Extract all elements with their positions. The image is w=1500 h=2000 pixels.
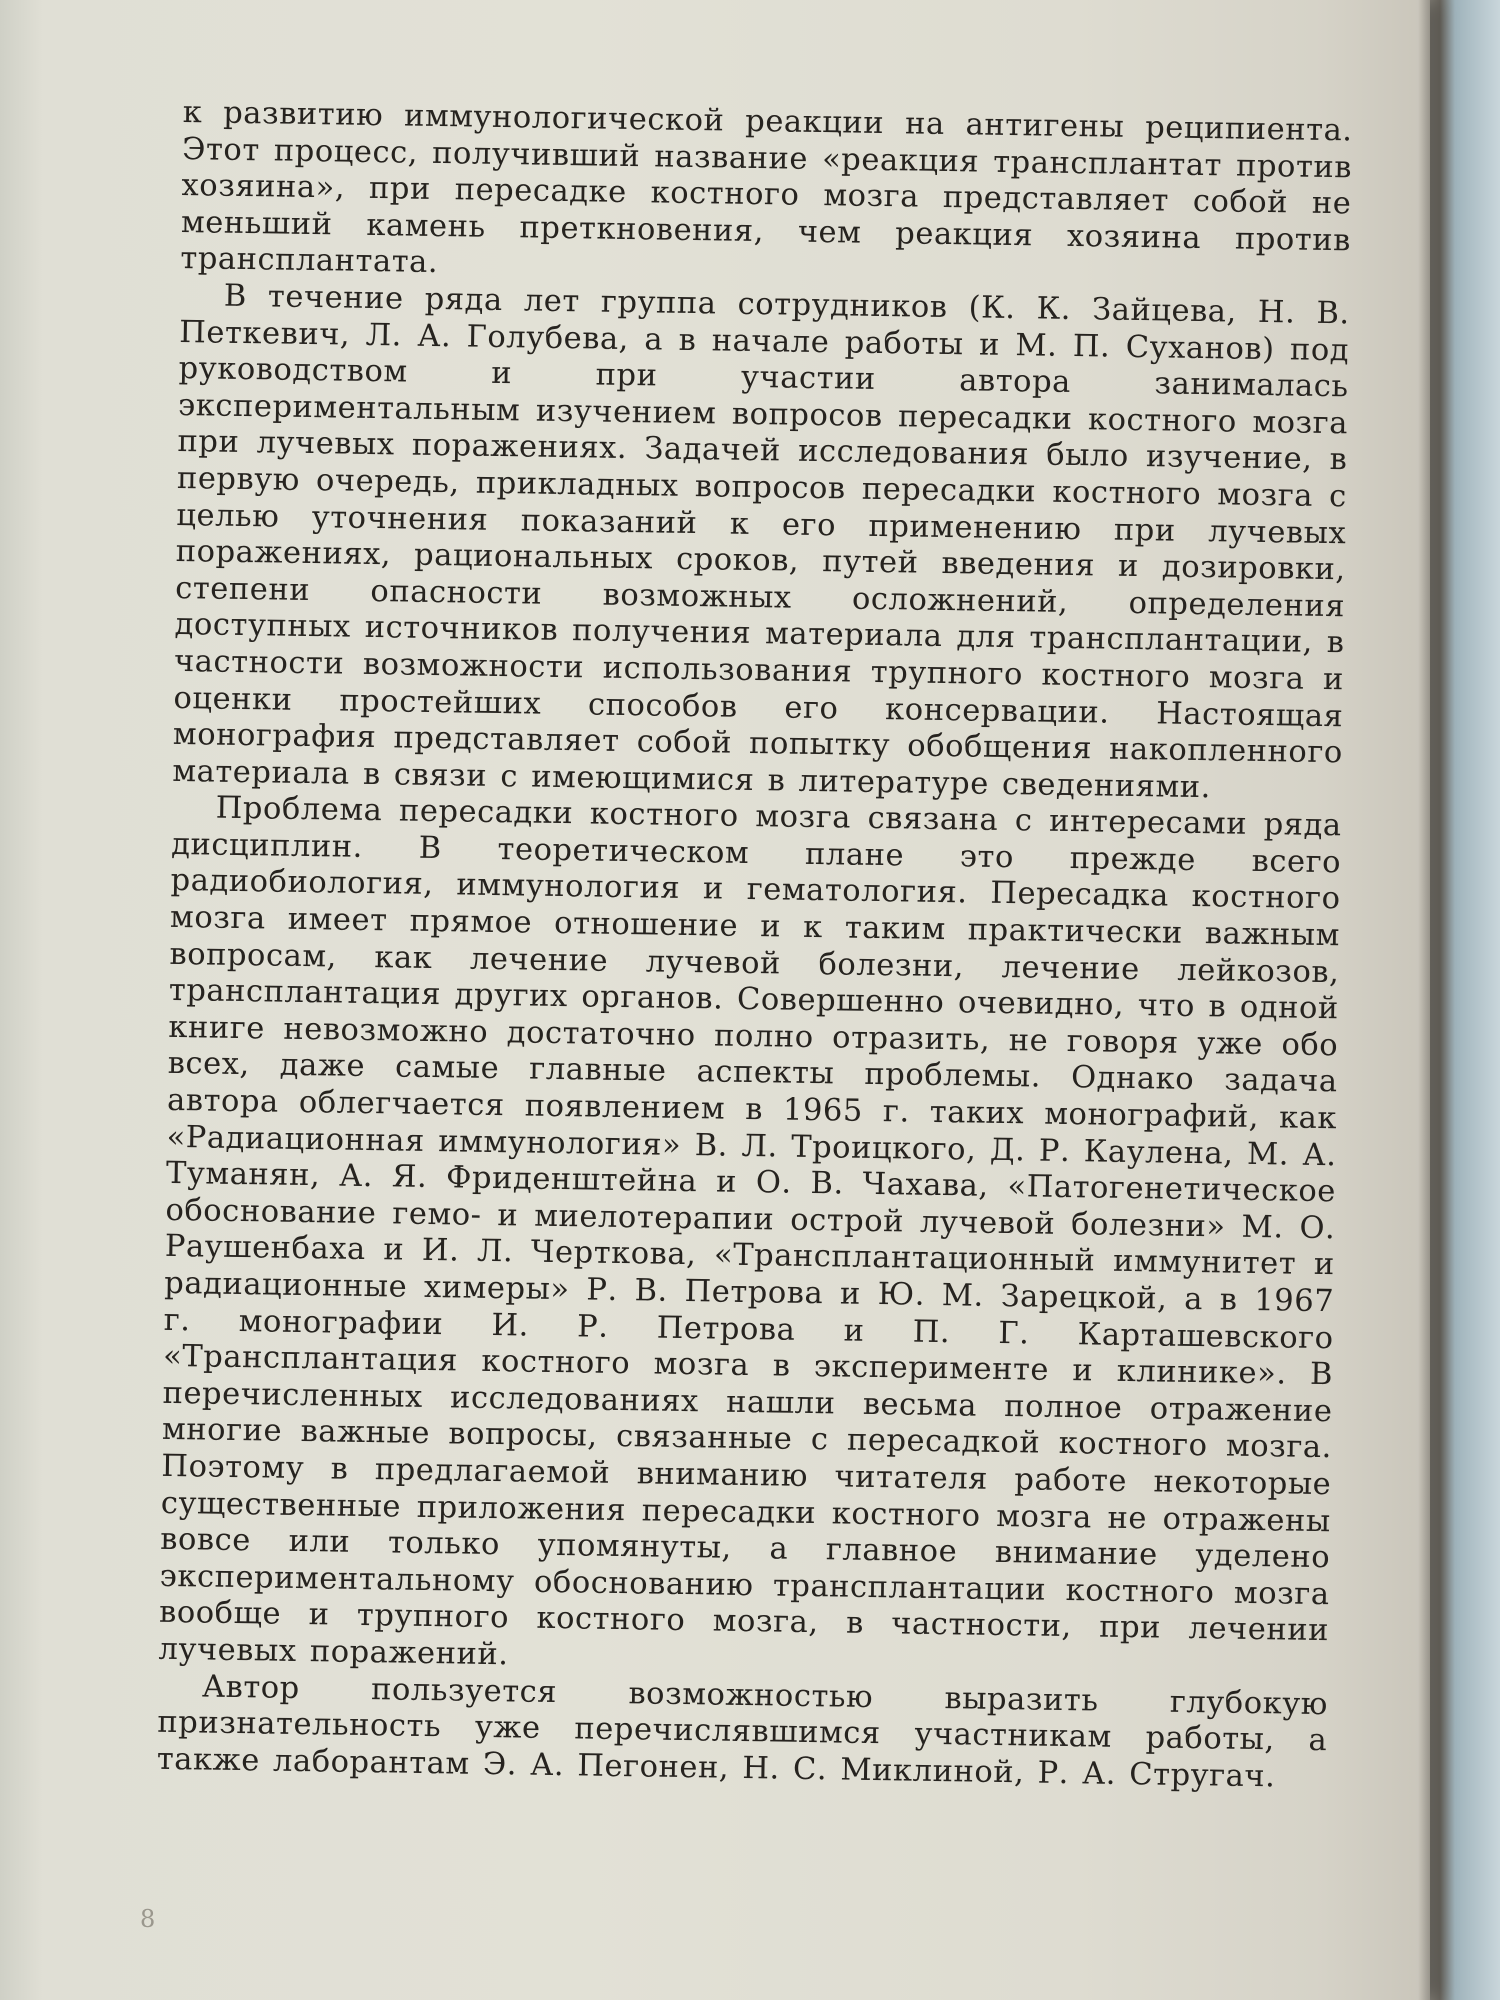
paragraph-1: к развитию иммунологической реакции на антигены реципиента. Этот процесс, получивший название «реакция трансплантат против хозяина», при пересадке костного мозга представляет собой не меньший камень преткновения, чем реакция хозяина против трансплантата. [180, 95, 1353, 281]
paragraph-3: Проблема пересадки костного мозга связана с интересами ряда дисциплин. В теоретическом плане это прежде всего радиобиология, иммунология и гематология. Пересадка костного мозга имеет прямое отношение и к таким практически важным вопросам, как лечение лучевой болезни, лечение лейкозов, трансплантация других органов. Совершенно очевидно, что в одной книге невозможно достаточно полно отразить, не говоря уже обо всех, даже самые главные аспекты проблемы. Однако задача автора облегчается появлением в 1965 г. таких монографий, как «Радиационная иммунология» В. Л. Троицкого, Д. Р. Каулена, М. А. Туманян, А. Я. Фриденштейна и О. В. Чахава, «Патогенетическое обоснование гемо- и миелотерапии острой лучевой болезни» М. О. Раушенбаха и И. Л. Черткова, «Трансплантационный иммунитет и радиационные химеры» Р. В. Петрова и Ю. М. Зарецкой, а в 1967 г. монографии И. Р. Петрова и П. Г. Карташевского «Трансплантация костного мозга в эксперименте и клинике». В перечисленных исследованиях нашли весьма полное отражение многие важные вопросы, связанные с пересадкой костного мозга. Поэтому в предлагаемой вниманию читателя работе некоторые существенные приложения пересадки костного мозга не отражены вовсе или только упомянуты, а главное внимание уделено экспериментальному обоснованию трансплантации костного мозга вообще и трупного костного мозга, в частности, при лечении лучевых поражений. [158, 790, 1342, 1673]
page-number: 8 [140, 1905, 156, 1933]
page-text [157, 95, 1353, 1796]
paragraph-2: В течение ряда лет группа сотрудников (К. К. Зайцева, Н. В. Петкевич, Л. А. Голубева, а в начале работы и М. П. Суханов) под руководством и при участии автора занималась экспериментальным изучением вопросов пересадки костного мозга при лучевых поражениях. Задачей исследования было изучение, в первую очередь, прикладных вопросов пересадки костного мозга с целью уточнения показаний к его применению при лучевых поражениях, рациональных сроков, путей введения и дозировки, степени опасности возможных осложнений, определения доступных источников получения материала для трансплантации, в частности возможности использования трупного костного мозга и оценки простейших способов его консервации. Настоящая монография представляет собой попытку обобщения накопленного материала в связи с имеющимися в литературе сведениями. [172, 278, 1350, 805]
page-edge-shadow [1418, 0, 1430, 2000]
paragraph-4: Автор пользуется возможностью выразить глубокую признательность уже перечислявшимся участникам работы, а также лаборантам Э. А. Пегонен, Н. С. Миклиной, Р. А. Стругач. [156, 1669, 1329, 1795]
